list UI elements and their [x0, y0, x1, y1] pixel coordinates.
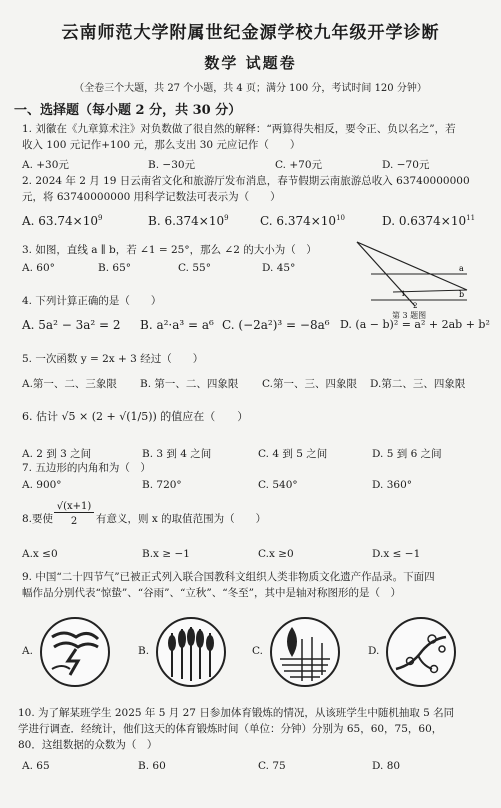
- q1-stem-line2: 收入 100 元记作+100 元，那么支出 30 元应记作（ ）: [22, 139, 301, 151]
- q3-stem: 3. 如图，直线 a ∥ b，若 ∠1 = 25°，那么 ∠2 的大小为（ ）: [22, 244, 317, 256]
- thunder-cloud-icon: [42, 619, 108, 685]
- q3-label-angle1: 1: [401, 290, 406, 298]
- q3-figure: [355, 238, 475, 314]
- q1-option-a: A. +30元: [22, 159, 69, 171]
- q10-stem-line3: 80．这组数据的众数为（ ）: [18, 739, 158, 751]
- q9-option-a: A.: [22, 645, 33, 657]
- q3-label-a: a: [459, 264, 464, 273]
- q2-option-b: B. $6.374\times 10^9$: [148, 214, 229, 228]
- q8-option-d: D.x ≤ −1: [372, 548, 421, 560]
- q6-option-a: A. 2 到 3 之间: [22, 448, 92, 460]
- q5-option-c: C.第一、三、四象限: [262, 378, 357, 390]
- q6-stem: 6. 估计 √5 × (2 + √(1/5)) 的值应在（ ）: [22, 410, 249, 423]
- q7-option-c: C. 540°: [258, 479, 298, 491]
- q1-stem: 1. 刘徽在《九章算术注》对负数做了很自然的解释：“两算得失相反，要令正、负以名之”，若: [22, 123, 456, 135]
- plum-branch-icon: [388, 619, 454, 685]
- q10-option-d: D. 80: [372, 760, 401, 772]
- q2-option-c: C. $6.374\times 10^{10}$: [260, 214, 345, 228]
- q10-option-c: C. 75: [258, 760, 286, 772]
- q8-stem-pre: 8.要使: [22, 513, 54, 525]
- q4-option-b: B. a²·a³ = a⁶: [140, 318, 214, 332]
- q7-option-d: D. 360°: [372, 479, 413, 491]
- guyu-artwork: [156, 617, 226, 687]
- q6-option-c: C. 4 到 5 之间: [258, 448, 328, 460]
- q10-option-b: B. 60: [138, 760, 166, 772]
- q7-option-a: A. 900°: [22, 479, 62, 491]
- q3-option-c: C. 55°: [178, 262, 211, 274]
- q6-option-b: B. 3 到 4 之间: [142, 448, 212, 460]
- q5-option-d: D.第二、三、四象限: [370, 378, 466, 390]
- q10-option-a: A. 65: [22, 760, 50, 772]
- liqiu-artwork: [270, 617, 340, 687]
- q1-option-d: D. −70元: [382, 159, 430, 171]
- wheat-field-icon: [158, 619, 224, 685]
- dongzhi-artwork: [386, 617, 456, 687]
- q8-stem-post: 有意义，则 x 的取值范围为（ ）: [96, 513, 267, 525]
- jingzhe-artwork: [40, 617, 110, 687]
- q10-stem-line2: 学进行调查．经统计，他们这天的体育锻炼时间（单位：分钟）分别为 65，60，75，60，: [18, 723, 443, 735]
- exam-title: 云南师范大学附属世纪金源学校九年级开学诊断: [61, 23, 440, 43]
- q4-option-c: C. (−2a²)³ = −8a⁶: [222, 318, 330, 332]
- q2-stem: 2. 2024 年 2 月 19 日云南省文化和旅游厅发布消息，春节假期云南旅游总收入 63740000000: [22, 175, 470, 187]
- q8-option-a: A.x ≤0: [22, 548, 58, 560]
- exam-subtitle: 数学 试题卷: [204, 54, 297, 72]
- q3-label-angle2: 2: [413, 302, 418, 310]
- q3-option-d: D. 45°: [262, 262, 296, 274]
- q6-option-d: D. 5 到 6 之间: [372, 448, 442, 460]
- q2-option-d: D. $0.6374\times 10^{11}$: [382, 214, 476, 228]
- q7-stem: 7. 五边形的内角和为（ ）: [22, 462, 151, 474]
- q4-option-d: D. (a − b)² = a² + 2ab + b²: [340, 318, 490, 331]
- section-title: 一、选择题（每小题 2 分，共 30 分）: [14, 103, 242, 118]
- q4-stem: 4. 下列计算正确的是（ ）: [22, 295, 162, 307]
- q8-option-b: B.x ≥ −1: [142, 548, 190, 560]
- q5-stem: 5. 一次函数 y = 2x + 3 经过（ ）: [22, 353, 204, 365]
- q3-label-b: b: [459, 290, 465, 299]
- q3-option-b: B. 65°: [98, 262, 132, 274]
- q2-option-a: A. $63.74\times 10^9$: [22, 214, 103, 228]
- q8-fraction-denominator: 2: [70, 516, 78, 527]
- leaf-pattern-icon: [272, 619, 338, 685]
- q5-option-b: B. 第一、二、四象限: [140, 378, 239, 390]
- q9-option-d: D.: [368, 645, 380, 657]
- exam-info: （全卷三个大题，共 27 个小题，共 4 页；满分 100 分，考试时间 120 分钟）: [74, 83, 427, 94]
- q2-stem-line2: 元，将 63740000000 用科学记数法可表示为（ ）: [22, 191, 281, 203]
- q1-option-b: B. −30元: [148, 159, 196, 171]
- q10-stem: 10. 为了解某班学生 2025 年 5 月 27 日参加体育锻炼的情况，从该班学生中随机抽取 5 名同: [18, 707, 455, 719]
- q8-option-c: C.x ≥0: [258, 548, 294, 560]
- q1-option-c: C. +70元: [275, 159, 322, 171]
- q7-option-b: B. 720°: [142, 479, 182, 491]
- q9-option-c: C.: [252, 645, 263, 657]
- q4-option-a: A. 5a² − 3a² = 2: [22, 318, 121, 332]
- q3-figure-caption: 第 3 题图: [392, 311, 427, 320]
- q3-option-a: A. 60°: [22, 262, 55, 274]
- q5-option-a: A.第一、二、三象限: [22, 378, 117, 390]
- q9-stem-line2: 幅作品分别代表“惊蛰”、“谷雨”、“立秋”、“冬至”，其中是轴对称图形的是（ ）: [22, 587, 401, 599]
- q8-fraction-numerator: √(x+1): [54, 501, 94, 513]
- q9-option-b: B.: [138, 645, 150, 657]
- q9-stem: 9. 中国“二十四节气”已被正式列入联合国教科文组织人类非物质文化遗产作品录。下面四: [22, 571, 435, 583]
